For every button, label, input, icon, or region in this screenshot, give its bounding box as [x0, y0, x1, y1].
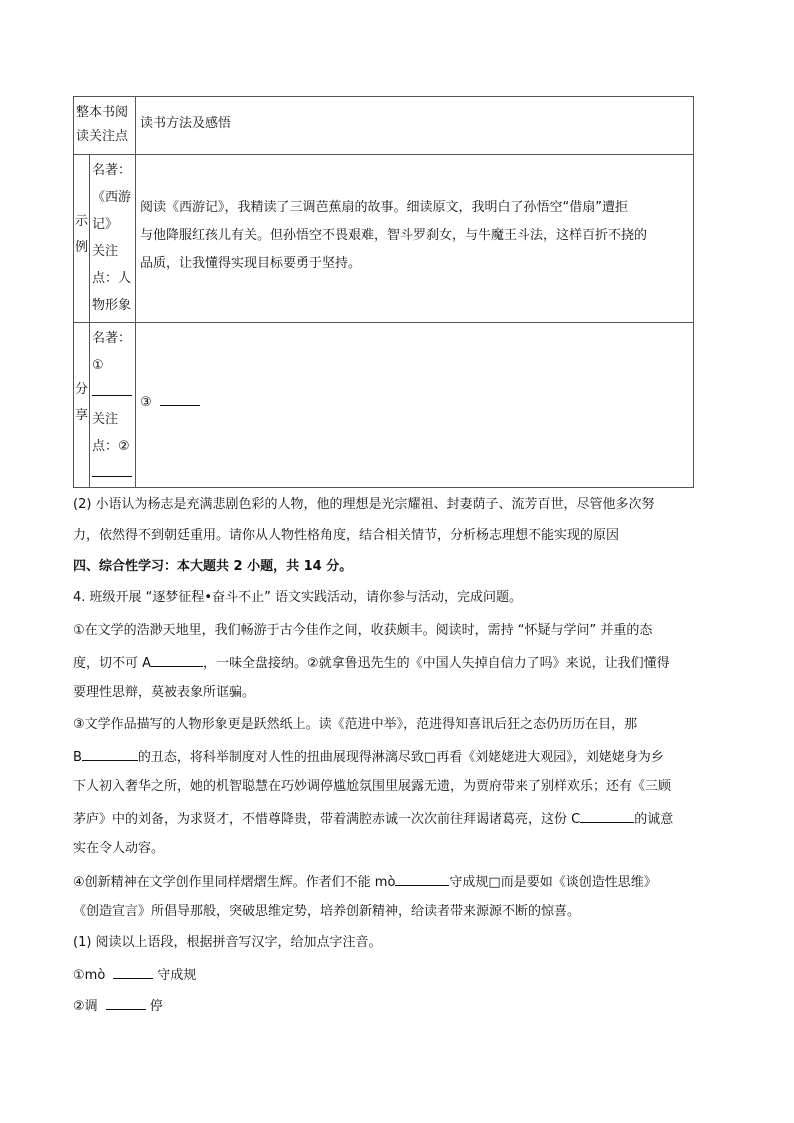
row1-focus-line: 物形象: [92, 298, 132, 313]
paragraph-text: 守成规□而是要如《谈创造性思维》: [449, 875, 657, 890]
row2-answer: [140, 391, 200, 415]
row1-focus-line: 名著：: [92, 163, 132, 178]
paragraph-4-line1: [73, 871, 657, 893]
row1-focus-line: 关注: [92, 244, 119, 259]
table-header-right: 读书方法及感悟: [140, 116, 232, 131]
row1-side-char1: 示: [75, 214, 89, 229]
row2-blank-2[interactable]: [92, 460, 136, 487]
row1-focus-line: 《西游: [92, 190, 132, 205]
table-header-left-line1: 整本书阅: [76, 105, 129, 120]
row1-focus-line: 点：人: [92, 271, 132, 286]
paragraph-1-line3: 要理性思辩，莫被表象所诓骗。: [73, 685, 256, 700]
paragraph-text: 度，切不可 A: [73, 656, 152, 671]
paragraph-1-line1: ①在文学的浩渺天地里，我们畅游于古今佳作之间，收获颇丰。阅读时，需持 “怀疑与学问” 并重的态: [73, 623, 653, 638]
sub-question-1: (1) 阅读以上语段，根据拼音写汉字，给加点字注音。: [73, 935, 382, 950]
question-2-line1: (2) 小语认为杨志是充满悲剧色彩的人物，他的理想是光宗耀祖、封妻荫子、流芳百世，尽管他多次努: [73, 497, 655, 512]
row2-focus-line: ①: [92, 358, 104, 373]
blank-mo[interactable]: [395, 871, 449, 886]
answer-1: [73, 964, 196, 986]
table-divider: [89, 154, 90, 487]
blank-line: [92, 381, 132, 396]
paragraph-text: 的诚意: [634, 812, 674, 827]
table-header-left: [76, 101, 136, 149]
blank-b[interactable]: [82, 746, 138, 761]
paragraph-3-line3: 下人初入奢华之所，她的机智聪慧在巧妙调停尴尬氛围里展露无遗，为贾府带来了别样欢乐；还有《三顾: [73, 779, 672, 794]
row2-focus-line: 名著：: [92, 331, 132, 346]
row1-reflection-line: 品质，让我懂得实现目标要勇于坚持。: [140, 256, 362, 271]
row2-side-char2: 享: [75, 408, 89, 423]
table-header-left-line2: 读关注点: [76, 129, 129, 144]
row2-answer-blank[interactable]: [160, 391, 200, 406]
paragraph-3-line1: ③文学作品描写的人物形象更是跃然纸上。读《范进中举》，范进得知喜讯后狂之态仍历历在目，那: [73, 717, 638, 732]
paragraph-4-line2: 《创造宣言》所倡导那般，突破思维定势，培养创新精神，给读者带来源源不断的惊喜。: [73, 904, 581, 919]
answer-2-blank[interactable]: [106, 995, 146, 1010]
question-2-line2: 力，依然得不到朝廷重用。请你从人物性格角度，结合相关情节，分析杨志理想不能实现的原因: [73, 528, 620, 543]
paragraph-text: B: [73, 750, 82, 765]
answer-label: ①mò: [73, 968, 106, 983]
paragraph-text: ④创新精神在文学创作里同样熠熠生辉。作者们不能 mò: [73, 875, 396, 890]
question-4-intro: 4. 班级开展 “逐梦征程•奋斗不止” 语文实践活动，请你参与活动，完成问题。: [73, 590, 522, 605]
row1-side-label: [75, 209, 90, 261]
answer-label: ②调: [73, 999, 98, 1014]
paragraph-1-line2: [73, 652, 670, 674]
paragraph-3-line2: [73, 746, 664, 768]
blank-line: [92, 462, 132, 477]
blank-a[interactable]: [151, 652, 203, 667]
answer-suffix: 停: [149, 999, 163, 1014]
paragraph-text: 的丑态，将科举制度对人性的扭曲展现得淋漓尽致□再看《刘姥姥进大观园》，刘姥姥身为乡: [137, 750, 664, 765]
row2-focus-line: 关注: [92, 412, 119, 427]
paragraph-text: ，一味全盘接纳。②就拿鲁迅先生的《中国人失掉自信力了吗》来说，让我们懂得: [203, 656, 670, 671]
blank-c[interactable]: [580, 808, 634, 823]
table-divider: [74, 154, 693, 155]
paragraph-3-line5: 实在令人动容。: [73, 841, 165, 856]
answer-2: [73, 995, 163, 1017]
row2-blank-1[interactable]: [92, 379, 136, 406]
row1-focus-line: 记》: [92, 217, 119, 232]
answer-1-blank[interactable]: [113, 964, 153, 979]
reading-table: [73, 96, 694, 488]
paragraph-3-line4: [73, 808, 673, 830]
row2-focus: [92, 325, 136, 487]
row2-side-label: [75, 377, 90, 429]
row1-reflection-line: 与他降服红孩儿有关。但孙悟空不畏艰难，智斗罗刹女，与牛魔王斗法，这样百折不挠的: [140, 228, 648, 243]
row1-focus: [92, 157, 136, 319]
row1-side-char2: 例: [75, 240, 89, 255]
section-4-heading: 四、综合性学习：本大题共 2 小题，共 14 分。: [73, 559, 353, 574]
paragraph-text: 茅庐》中的刘备，为求贤才，不惜尊降贵，带着满腔赤诚一次次前往拜谒诸葛亮，这份 C: [73, 812, 581, 827]
row1-reflection: [140, 194, 647, 278]
row2-side-char1: 分: [75, 382, 89, 397]
row1-reflection-line: 阅读《西游记》，我精读了三调芭蕉扇的故事。细读原文，我明白了孙悟空“借扇”遭拒: [140, 200, 628, 215]
table-divider: [74, 322, 693, 323]
answer-suffix: 守成规: [157, 968, 197, 983]
row2-focus-line: 点：②: [92, 439, 130, 454]
row2-answer-label: ③: [140, 395, 152, 410]
